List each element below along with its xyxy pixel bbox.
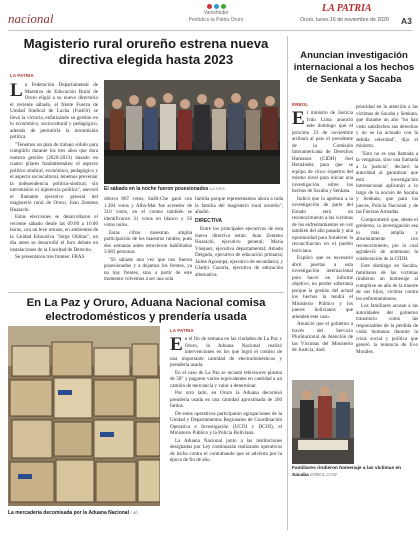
drop-cap: L — [10, 82, 23, 101]
article2-paragraph: Por otro lado, en Oruro la Aduana decomisó prendería usada en una cantidad aproximada de 200 fardos. — [170, 390, 282, 409]
article1-kicker: LA PATRIA — [10, 73, 34, 78]
page-header — [0, 0, 420, 30]
article1-col3 — [195, 196, 283, 290]
article3-col2 — [356, 104, 418, 450]
masthead-mini-logo — [178, 4, 254, 9]
article2-col1 — [170, 336, 282, 522]
article2-paragraph: De estos operativos participaron agrupaciones de la Unidad y Departamentos Regionales de Coordinación Operativa e Investigación (UCOI y DCOI), el Ministerio Público y la Policía Boliviana. — [170, 410, 282, 436]
article3-paragraph: Indicó que la apertura a la investigación de parte del Estado será un reconocimiento a las víctimas de los enfrentamientos en vez también del año pasado y una oportunidad para fortalecer la reconciliación en el pueblo boliviano. — [292, 195, 353, 254]
article1-paragraph: Entre los principales ejecutivos de esta nueva directiva están: Juan Zenteno Huarachi, ejecutivo general; María Vásquez, ejecutiva departamental; Amado Delgado, ejecutivo de educación primaria; Jaime Agostopa, ejecutivo de secundaria; y Gladys Cazorla, ejecutiva de educación alternativa. — [195, 226, 283, 278]
paper-name: LA PATRIA — [322, 3, 372, 14]
article3-photo — [292, 380, 354, 464]
seized-goods-photo — [8, 326, 160, 506]
caption-text: Familiares rindieron homenaje a las víctimas en Sacaba — [292, 466, 402, 478]
article3-paragraph: Anunció que el gobierno a través del Servicio Plurinacional de Atención de las Víctimas del Ministerio de Justicia, dará — [292, 321, 353, 353]
article3-paragraph: El ministro de Justicia Iván Lima anunció este domingo que el próximo 23 de noviembre arribará al país el presidente de la Comisión Interamericana de Derechos Humanos (CIDH) Joel Hernández para que se equipo de cinco expertos del mismo nivel para iniciar una investigación sobre los hechos de Sacaba y Senkata. — [292, 110, 353, 194]
article1-col1 — [10, 82, 98, 290]
article3-paragraph: Explicó que es necesario abrir puertas a esta investigación internacional para hacer un informe objetivo, no perder soberanía porque la gestión del actual los hechos la tendrá el Ministerio Público y los jueces bolivianos que atienden este caso. — [292, 255, 353, 320]
article2-kicker: LA PATRIA — [170, 328, 194, 333]
article1-headline: Magisterio rural orureño estrena nueva directiva elegida hasta 2023 — [23, 36, 269, 67]
caption-text: El sábado en la noche fueron posesionados — [104, 186, 209, 192]
caption-credit: ERBOL.COM — [310, 472, 337, 477]
section-name: nacional — [8, 11, 54, 26]
article-divider — [8, 292, 284, 293]
article2-caption — [8, 510, 168, 516]
article1-paragraph: Se presentaron tres frentes: FRAS — [15, 254, 85, 260]
article1-paragraph: familia porque representamos ahora a toda la familia del magisterio rural orureño", añadió. — [195, 196, 283, 215]
header-divider — [8, 30, 412, 31]
article2-paragraph: La Aduana Nacional junto a las instituciones designadas por Ley continuarán realizando operativos de lucha contra el contrabando que se advierta por la época de fin de año. — [170, 437, 282, 463]
drop-cap: E — [170, 336, 183, 355]
page-number: A3 — [401, 16, 412, 26]
article2-paragraph: En el fin de semana en las ciudades de La Paz y Oruro, la Aduana Nacional realizó intervenciones en los que logró el comiso de una importante cantidad de electrodomésticos y prendería usada. — [170, 336, 282, 368]
homage-sacaba-photo — [292, 380, 354, 464]
article1-paragraph: obtuvo 867 votos, SuHi-Che ganó con 1.284 votos y Alba-Mar fue acreedor de 310 votos, en el conteo también se identificaron 31 votos en blanco y 56 votos nulos. — [104, 196, 192, 228]
article3-paragraph: Los familiares acusan a las autoridades del gobierno transitorio como las responsables de la pérdida de vidas humanas durante la crisis social y política que generó la renuncia de Evo Morales. — [356, 303, 418, 355]
article1-col2 — [104, 196, 192, 290]
article3-paragraph: "Esto no es una llamada a la venganza, sino una llamada a la justicia", declaró la autoridad al garantizar que está investigación internacional aplicarán a lo largo de la noción de Sacaba y Senkata, que para los jueces, Policía Nacional y de las Fuerzas Armadas. — [356, 150, 418, 215]
article3-kicker: ERBOL — [292, 102, 309, 107]
caption-credit: La rrms. — [209, 186, 226, 191]
article2-photo — [8, 326, 160, 506]
newspaper-tagline — [178, 4, 254, 24]
caption-text: La mercadería decomisada por la Aduana Nacional — [8, 510, 129, 516]
article1-caption — [104, 186, 282, 192]
article1-photo — [104, 80, 280, 184]
article1-paragraph: Estas elecciones se desarrollaron el reciente sábado desde las 09:00 a 16:00 horas, con un leve retraso, en ambientes de la Unidad Educativa "Jorge Oblitas", un día antes se desarrolló el foro debate en instalaciones de la Facultad de Derecho. — [10, 214, 98, 253]
drop-cap: E — [292, 110, 305, 129]
article3-paragraph: prioridad en la atención a las víctimas de Sacaba y Senkata, que durante un año "no han visto satisfechos sus derechos y no se ha actuado con la debida celeridad", dijo el ministro. — [356, 104, 418, 149]
article1-paragraph: "El sábado una vez que nos fueron posesionados y a dejamos los frentes, ya no hay frentes, sino a partir de este momento volvemos a ser una sola — [104, 256, 192, 282]
tagline-text: Vanishtubo Periódico la Patria Oruro — [188, 10, 244, 23]
article1-paragraph: Estas cifras muestran amplia participación de los maestros rurales, pues dos semanas antes estuvieron habilitados 3.083 personas. — [104, 229, 192, 255]
column-divider — [287, 36, 288, 530]
article3-headline: Anuncian investigación internacional a los hechos de Senkata y Sacaba — [293, 50, 415, 85]
article3-paragraph: Este domingo en Sacaba, familiares de las víctimas rindieron un homenaje al cumplirse un año de la muerte de sus hijos, víctima contra los enfrentamientos. — [356, 263, 418, 302]
caption-credit: / ab. — [130, 510, 139, 515]
article1-paragraph: La Federación Departamental de Maestros de Educación Rural de Oruro eligió a su nuevo directorio el reciente sábado, el frente Fuerza de Unidad Sindical de Lucha (FusiOr) se llevó la victoria, enfatizando su gestión en lo económico, sociocultural y pedagógico, además de permitirla la intromisión política. — [10, 82, 98, 140]
article2-headline: En La Paz y Oruro, Aduana Nacional comisa electrodomésticos y prendería usada — [26, 297, 266, 323]
dateline: Oruro, lunes 16 de noviembre de 2020 — [300, 17, 389, 23]
teachers-group-photo — [104, 80, 280, 184]
article1-subhead: DIRECTIVA — [195, 217, 223, 224]
article2-paragraph: En el caso de La Paz se incautó televisores plasma de 58" y pagaron varios equivalentes en cantidad a un camión de mercancía y valor a determinar. — [170, 369, 282, 389]
article3-caption — [292, 466, 418, 479]
article1-paragraph: "Tenemos un plan de trabajo sólido para cumplirlo durante los tres años que dura nuestra gestión (2020-2023) basado en cuatro pilares fundamentales: el aspecto político sindical, económico, pedagógico y el aspecto sociocultural, tenemos preveniar la independencia política-sindical, sin intromisión ni injerencia política", aseveró el flamante ejecutivo general del magisterio rural de Oruro, Juan Zenteno Huarachi. — [10, 141, 98, 213]
article3-paragraph: Comprometió que, desde el gobierno, la investigación sea lo más amplia y absolutamente con reconocimiento, por lo cual agradeció de antemano la colaboración de la CIDH. — [356, 216, 418, 262]
